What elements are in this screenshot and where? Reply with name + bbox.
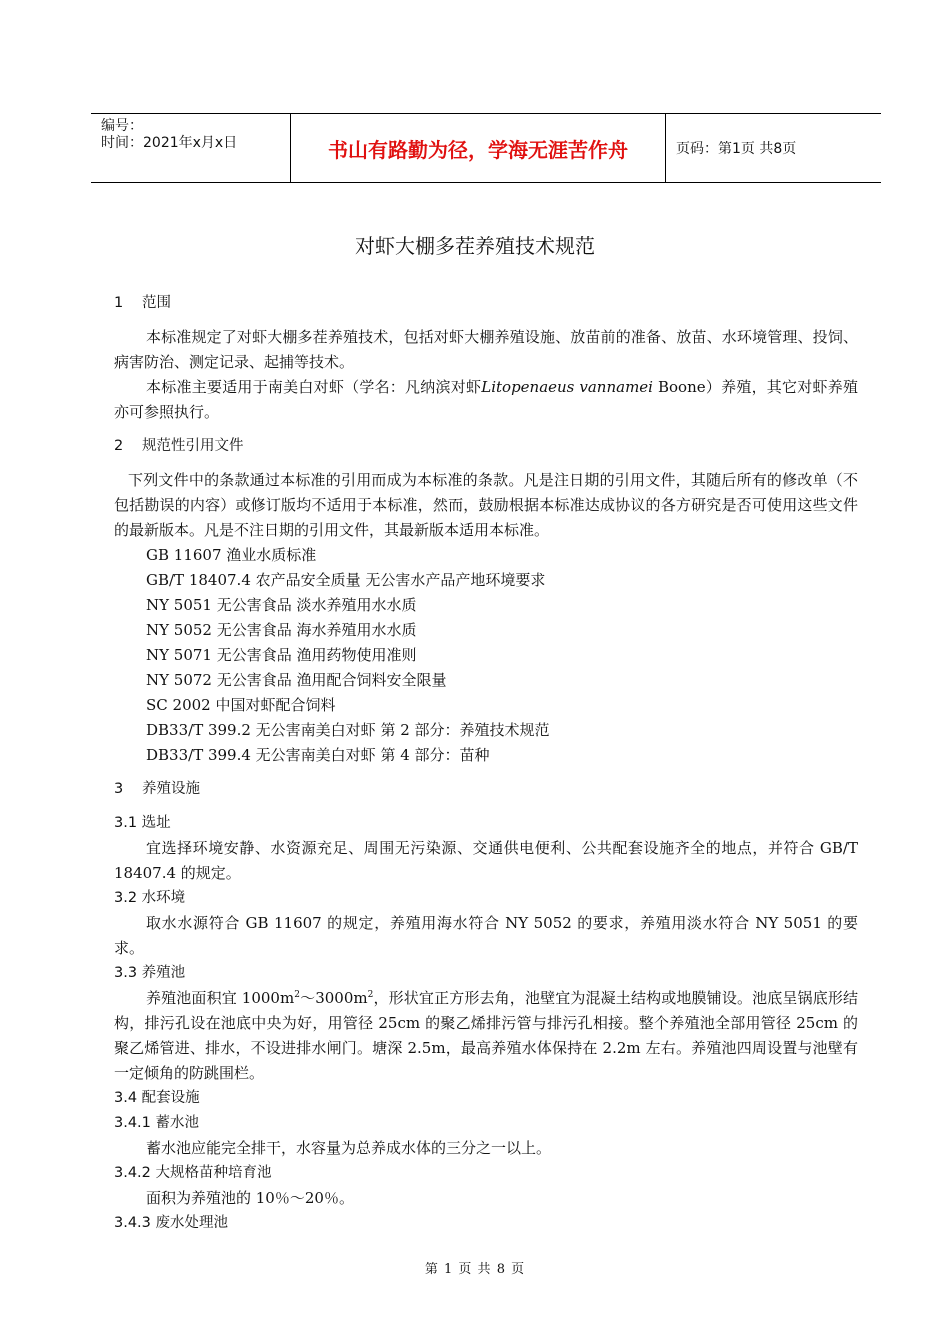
reference-item: NY 5071 无公害食品 渔用药物使用准则 (146, 646, 417, 664)
header-motto: 书山有路勤为径，学海无涯苦作舟 (291, 114, 666, 182)
reference-item: DB33/T 399.4 无公害南美白对虾 第 4 部分：苗种 (146, 746, 490, 764)
section-title: 范围 (142, 295, 171, 311)
subsection-3-4-2-title: 3.4.2 大规格苗种培育池 (114, 1165, 272, 1181)
text-run: ，形状宜正方形去角，池壁宜为混凝土结构或地膜铺设。池底呈锅底形结构，排污孔设在池底中央为好，用管径 25cm 的聚乙烯排污管与排污孔相接。整个养殖池全部用管径 25cm 的聚乙烯管进、排水，不设进排水闸门。塘深 2.5m，最高养殖水体保持在 2.2m 左右。养殖池四周设置与池壁有一定倾角的防跳围栏。 (114, 989, 858, 1082)
paragraph (114, 986, 858, 1086)
subsection-3-4-3-title: 3.4.3 废水处理池 (114, 1215, 229, 1231)
paragraph: 面积为养殖池的 10％～20％。 (146, 1189, 354, 1207)
section-3-heading (114, 777, 858, 802)
text-run: Boone）养殖，其它对虾养殖亦可参照执行。 (114, 378, 858, 421)
paragraph: 取水水源符合 GB 11607 的规定，养殖用海水符合 NY 5052 的要求，养殖用淡水符合 NY 5051 的要求。 (114, 914, 858, 957)
latin-name: Litopenaeus vannamei (481, 378, 653, 396)
paragraph: 下列文件中的条款通过本标准的引用而成为本标准的条款。凡是注日期的引用文件，其随后所有的修改单（不包括勘误的内容）或修订版均不适用于本标准，然而，鼓励根据本标准达成协议的各方研究是否可使用这些文件的最新版本。凡是不注日期的引用文件，其最新版本适用本标准。 (114, 471, 858, 539)
reference-item: SC 2002 中国对虾配合饲料 (146, 696, 336, 714)
reference-item: NY 5051 无公害食品 淡水养殖用水水质 (146, 596, 417, 614)
number-label: 编号： (101, 118, 143, 134)
text-run: 本标准主要适用于南美白对虾（学名：凡纳滨对虾 (146, 378, 482, 396)
superscript: 2 (367, 990, 374, 1000)
paragraph: 宜选择环境安静、水资源充足、周围无污染源、交通供电便利、公共配套设施齐全的地点，并符合 GB/T 18407.4 的规定。 (114, 839, 858, 882)
paragraph (114, 375, 858, 425)
reference-item: NY 5052 无公害食品 海水养殖用水水质 (146, 621, 417, 639)
text-run: ～3000m (299, 989, 368, 1007)
reference-item: DB33/T 399.2 无公害南美白对虾 第 2 部分：养殖技术规范 (146, 721, 550, 739)
reference-item: GB/T 18407.4 农产品安全质量 无公害水产品产地环境要求 (146, 571, 546, 589)
section-title: 规范性引用文件 (142, 438, 244, 454)
superscript: 2 (294, 990, 300, 1000)
section-number: 1 (114, 295, 124, 311)
header-page-label: 页码：第1页 共8页 (676, 141, 797, 157)
subsection-3-3-title: 3.3 养殖池 (114, 965, 186, 981)
section-number: 3 (114, 781, 124, 797)
section-number: 2 (114, 438, 124, 454)
document-header (91, 113, 881, 183)
paragraph: 蓄水池应能完全排干，水容量为总养成水体的三分之一以上。 (146, 1139, 552, 1157)
page-footer: 第 1 页 共 8 页 (424, 1262, 526, 1277)
subsection-3-4-title: 3.4 配套设施 (114, 1090, 200, 1106)
section-2-heading (114, 434, 858, 459)
section-1-heading (114, 291, 858, 316)
subsection-3-2-title: 3.2 水环境 (114, 890, 186, 906)
header-meta (91, 114, 291, 182)
paragraph: 本标准规定了对虾大棚多茬养殖技术，包括对虾大棚养殖设施、放苗前的准备、放苗、水环境管理、投饲、病害防治、测定记录、起捕等技术。 (114, 328, 858, 371)
section-title: 养殖设施 (142, 781, 200, 797)
subsection-3-4-1-title: 3.4.1 蓄水池 (114, 1115, 200, 1131)
text-run: 养殖池面积宜 1000m (146, 989, 295, 1007)
document-title: 对虾大棚多茬养殖技术规范 (355, 234, 595, 258)
time-label: 时间：2021年x月x日 (101, 135, 238, 151)
reference-item: NY 5072 无公害食品 渔用配合饲料安全限量 (146, 671, 447, 689)
subsection-3-1-title: 3.1 选址 (114, 815, 171, 831)
document-body (114, 282, 858, 1236)
reference-item: GB 11607 渔业水质标准 (146, 546, 317, 564)
